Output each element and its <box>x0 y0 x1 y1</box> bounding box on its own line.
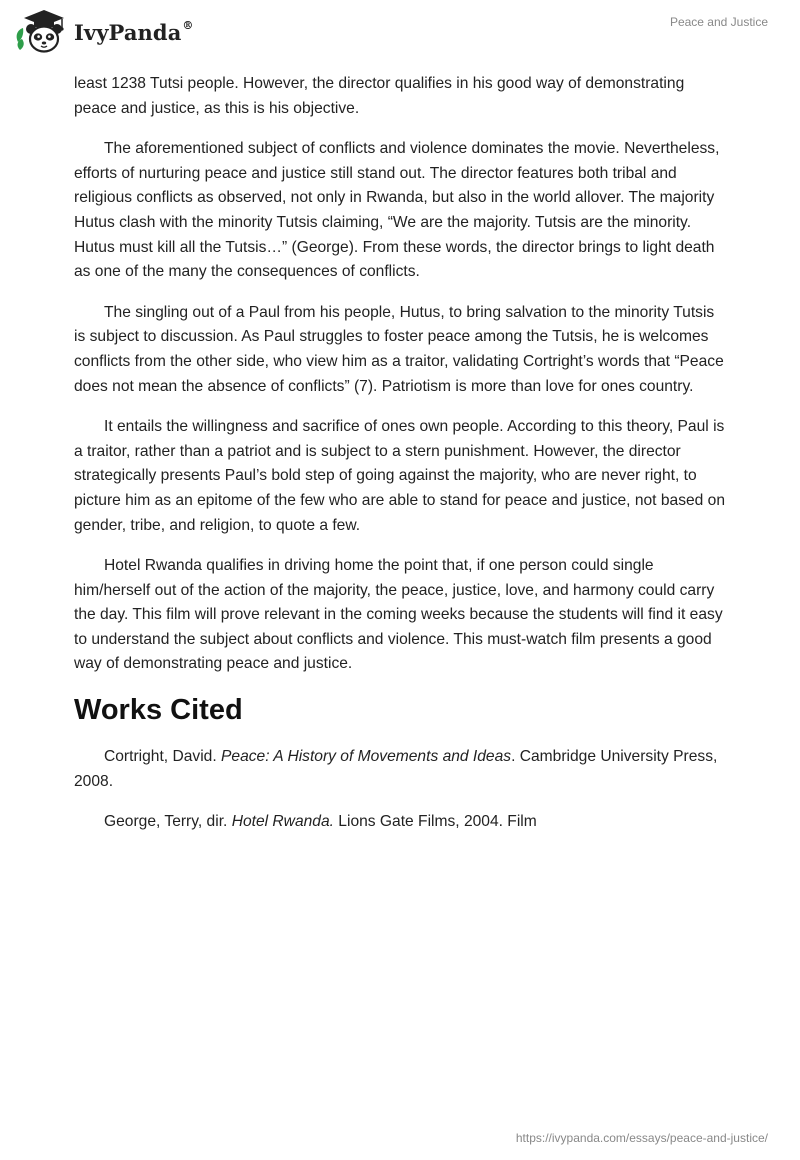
ivypanda-logo[interactable] <box>14 8 194 56</box>
paragraph-paul: The singling out of a Paul from his people, Hutus, to bring salvation to the minority Tutsis is subject to discussion. As Paul struggles to foster peace among the Tutsis, he is welcomes conflicts from the other side, who view him as a traitor, validating Cortright’s words that “Peace does not mean the absence of conflicts” (7). Patriotism is more than love for ones country. <box>74 303 724 395</box>
brand-name <box>74 18 194 45</box>
page-header <box>0 0 800 64</box>
citation-george <box>74 810 726 835</box>
works-cited-heading: Works Cited <box>74 694 243 727</box>
source-url-link[interactable]: https://ivypanda.com/essays/peace-and-justice/ <box>515 1131 768 1145</box>
essay-content <box>74 72 726 851</box>
citation-author: George, Terry, dir. <box>104 813 232 831</box>
paragraph-patriotism: It entails the willingness and sacrifice of ones own people. According to this theory, Paul is a traitor, rather than a patriot and is subject to a stern punishment. However, the director strategically presents Paul’s bold step of going against the majority, who are never right, to picture him as an epitome of the few who are able to stand for peace and justice, not based on gender, tribe, and religion, to quote a few. <box>74 418 726 534</box>
citation-cortright <box>74 745 726 794</box>
paragraph-conclusion: Hotel Rwanda qualifies in driving home the point that, if one person could single him/herself out of the action of the majority, the peace, justice, love, and harmony could carry the day. This film will prove relevant in the coming weeks because the students will find it easy to understand the subject about conflicts and violence. This must-watch film presents a good way of demonstrating peace and justice. <box>74 557 723 673</box>
citation-publisher: Lions Gate Films, 2004. Film <box>333 813 537 831</box>
panda-graduate-icon <box>14 8 70 56</box>
document-title: Peace and Justice <box>669 15 768 29</box>
paragraph-conflicts: The aforementioned subject of conflicts and violence dominates the movie. Nevertheless, efforts of nurturing peace and justice still stand out. The director features both tribal and religious conflicts as observed, not only in Rwanda, but also in the world allover. The majority Hutus clash with the minority Tutsis claiming, “We are the majority. Tutsis are the minority. Hutus must kill all the Tutsis…” (George). From these words, the director brings to light death as one of the many the consequences of conflicts. <box>74 140 720 281</box>
paragraph-continued: least 1238 Tutsi people. However, the director qualifies in his good way of demonstrating peace and justice, as this is his objective. <box>74 75 685 117</box>
brand-text: IvyPanda <box>74 19 182 45</box>
citation-author: Cortright, David. <box>104 748 221 766</box>
citation-publisher: . Cambridge University Press, 2008. <box>74 748 718 790</box>
citation-title: Peace: A History of Movements and Ideas <box>221 748 512 766</box>
citation-title: Hotel Rwanda. <box>231 813 334 831</box>
registered-mark: ® <box>182 18 194 32</box>
